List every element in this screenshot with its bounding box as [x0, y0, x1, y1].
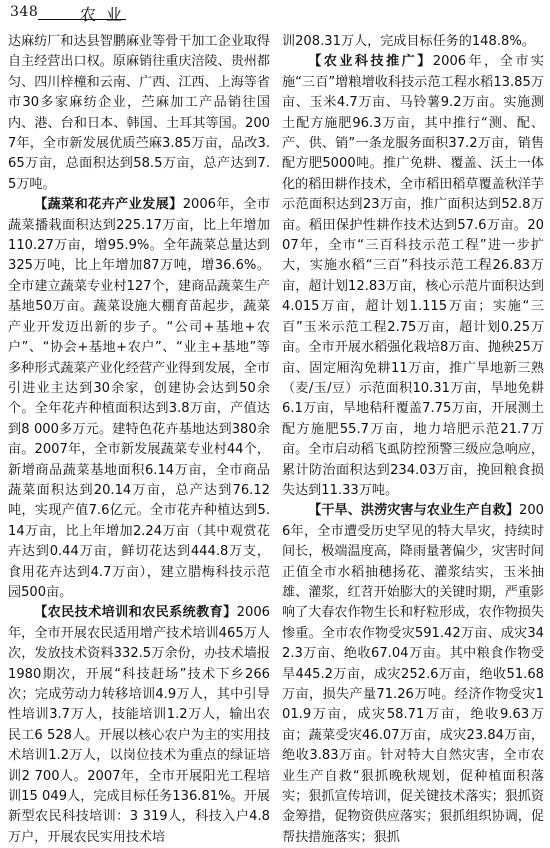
- paragraph-text: 训208.31万人，完成目标任务的148.8%。: [282, 34, 535, 49]
- paragraph-farmer-training: [8, 603, 270, 848]
- paragraph-text: 2006年，全市实施“三百”增粮增收科技示范工程水稻13.85万亩、玉米4.7万亩、马铃薯9.2万亩。实施测土配方施肥96.3万亩，其中推行“测、配、产、供、销”一条龙服务面积37.2万亩，销售配方肥5000吨。推广免耕、覆盖、沃土一体化的稻田耕作技术，全市稻田稻草覆盖秋洋芋示范面积达到23万亩，推广面积达到52.8万亩。稻田保护性耕作技术达到57.6万亩。2007年，全市“三百科技示范工程”进一步扩大，实施水稻“三百”科技示范工程26.83万亩，超计划12.83万亩，核心示范片面积达到4.015万亩，超计划1.115万亩；实施“三百”玉米示范工程2.75万亩，超计划0.25万亩。全市开展水稻强化栽培8万亩、抛秧25万亩、固定厢沟免耕11万亩，推广旱地新三熟（麦/玉/豆）示范面积10.31万亩，旱地免耕6.1万亩，旱地秸秆覆盖7.75万亩，开展测土配方施肥55.7万亩，地力培肥示范21.7万亩。全市启动稻飞虱防控预警三级应急响应，累计防治面积达到234.03万亩，挽回粮食损失达到11.33万吨。: [282, 54, 544, 498]
- left-column: [8, 32, 271, 845]
- paragraph-text: 达麻纺厂和达县智鹏麻业等骨干加工企业取得自主经营出口权。原麻销往重庆涪陵、贵州都匀、四川梓橦和云南、广西、江西、上海等省市30多家麻纺企业，苎麻加工产品销往国内、港、台和日本、韩国、土耳其等国。2007年，全市新发展优质苎麻3.85万亩，品改3.65万亩，总面积达到58.5万亩，总产达到7.5万吨。: [8, 34, 270, 192]
- page-header: [10, 2, 540, 26]
- paragraph-disaster-relief: [282, 501, 544, 848]
- paragraph-text: 2006年，全市蔬菜播栽面积达到225.17万亩，比上年增加110.27万亩，增95.9%。全年蔬菜总量达到325万吨，比上年增加87万吨，增36.6%。全市建立蔬菜专业村127个，建商品蔬菜生产基地50万亩。蔬菜设施大棚育苗起步，蔬菜产业开发迈出新的步子。“公司+基地+农户”、“协会+基地+农户”、“业主+基地”等多种形式蔬菜产业化经营产业得到发展，全市引进业主达到30余家，创建协会达到50余个。全年花卉种植面积达到3.8万亩，产值达到8 000多万元。建特色花卉基地达到380余亩。2007年，全市新发展蔬菜专业村44个，新增商品蔬菜基地面积6.14万亩，全市商品蔬菜面积达到20.14万亩，总产达到76.12吨，实现产值7.6亿元。全市花卉种植达到5.14万亩，比上年增加2.24万亩（其中观赏花卉达到0.44万亩，鲜切花达到444.8万支，食用花卉达到4.7万亩），建立腊梅科技示范园500亩。: [8, 197, 271, 600]
- right-column: [282, 32, 544, 845]
- page-number: 348: [10, 4, 39, 20]
- section-heading: 【农民技术培训和农民系统教育】: [34, 605, 237, 621]
- section-heading: 【农业科技推广】: [308, 54, 433, 70]
- paragraph-continuation: [8, 32, 270, 195]
- body-columns: [8, 32, 544, 845]
- running-title: 农业: [80, 5, 133, 24]
- paragraph-vegetables-flowers: [8, 195, 270, 603]
- paragraph-tech-promotion: [282, 52, 544, 501]
- paragraph-text: 2006年，全市遭受历史罕见的特大旱灾，持续时间长，极端温度高，降雨量著偏少，灾害时间正值全市水稻抽穗扬花、灌浆结实，玉米抽雄、灌浆，红苕开始膨大的关键时期，严重影响了大春农作物生长和籽粒形成，农作物损失惨重。全市农作物受灾591.42万亩、成灾342.3万亩、绝收67.04万亩。其中粮食作物受旱445.2万亩，成灾252.6万亩，绝收51.68万亩，损失产量71.26万吨。经济作物受灾101.9万亩，成灾58.71万亩，绝收9.63万亩；蔬菜受灾46.07万亩，成灾23.84万亩，绝收3.83万亩。针对特大自然灾害，全市农业生产自救“狠抓晚秋规划，促种植面积落实；狠抓宣传培训，促关键技术落实；狠抓资金筹措，促物资供应落实；狠抓组织协调，促帮扶措施落实；狠抓: [282, 503, 544, 845]
- paragraph-continuation: [282, 32, 544, 52]
- section-heading: 【蔬菜和花卉产业发展】: [34, 197, 183, 213]
- paragraph-text: 2006年，全市开展农民适用增产技术培训465万人次，发放技术资料332.5万余份，办技术墙报1980期次，开展“科技赶场”技术下乡266次；完成劳动力转移培训4.9万人，其中引导性培训3.7万人，技能培训1.2万人，输出农民工6 528人。开展以核心农户为主的实用技术培训1.2万人，以岗位技术为重点的绿证培训2 700人。2007年，全市开展阳光工程培训15 049人，完成目标任务136.81%。开展新型农民科技培训：3 319人，科技入户4.8万户，开展农民实用技术培: [8, 605, 270, 845]
- section-heading: 【干旱、洪涝灾害与农业生产自救】: [308, 503, 519, 519]
